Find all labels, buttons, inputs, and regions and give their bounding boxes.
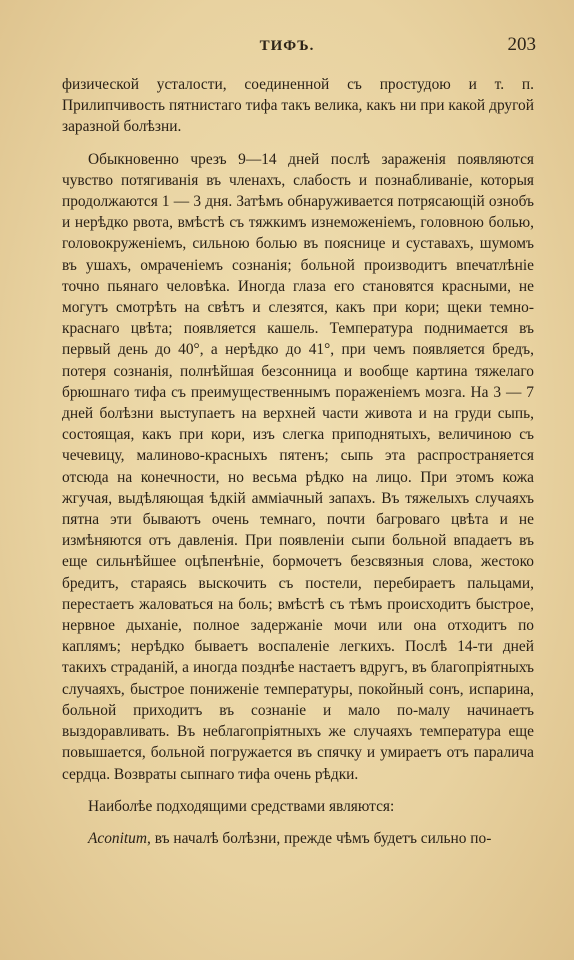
paragraph-continuation: физической усталости, соединенной съ простудою и т. п. Прилипчивость пятнистаго тифа такъ велика, какъ ни при какой другой заразной болѣзни. [62,76,534,136]
page-body [62,74,534,849]
running-title: ТИФЪ. [259,38,315,54]
paragraph-aconitum [62,828,534,849]
paragraph-remedies-intro: Наиболѣе подходящими средствами являются: [88,797,395,815]
remedy-text: , въ началѣ болѣзни, прежде чѣмъ будетъ сильно по- [147,829,492,847]
remedy-name: Aconitum [88,829,147,847]
paragraph-symptoms: Обыкновенно чрезъ 9—14 дней послѣ зараженія появляются чувство потягиванія въ членахъ, слабость и познабливаніе, которыя продолжаются 1 — 3 дня. Затѣмъ обнаруживается потрясающій ознобъ и нерѣдко рвота, вмѣстѣ съ тяжкимъ изнеможеніемъ, головною болью, головокруженіемъ, сильною болью въ пояснице и суставахъ, шумомъ въ ушахъ, омраченіемъ сознанія; больной производитъ впечатлѣніе точно пьянаго человѣка. Иногда глаза его становятся красными, не могутъ смотрѣть на свѣтъ и слезятся, какъ при кори; щеки темно-краснаго цвѣта; появляется кашель. Температура поднимается въ первый день до 40°, а нерѣдко до 41°, при чемъ появляется бредъ, потеря сознанія, полнѣйшая безсонница и вообще картина тяжелаго брюшнаго тифа съ преимущественнымъ пораженіемъ мозга. На 3 — 7 дней болѣзни выступаетъ на верхней части живота и на груди сыпь, состоящая, какъ при кори, изъ слегка приподнятыхъ, величиною съ чечевицу, малиново-красныхъ пятенъ; сыпь эта распространяется отсюда на конечности, но весьма рѣдко на лицо. При этомъ кожа жгучая, выдѣляющая ѣдкій амміачный запахъ. Въ тяжелыхъ случаяхъ пятна эти бываютъ очень темнаго, почти багроваго цвѣта и не измѣняются отъ давленія. При появленіи сыпи больной впадаетъ въ еще сильнѣйшее оцѣпенѣніе, бормочетъ безсвязныя слова, жестоко бредитъ, стараясь выскочить съ постели, перебираетъ пальцами, перестаетъ жаловаться на боль; вмѣстѣ съ тѣмъ происходитъ быстрое, нервное дыханіе, полное задержаніе мочи или она отходитъ по каплямъ; нерѣдко бываетъ воспаленіе легкихъ. Послѣ 14-ти дней такихъ страданій, а иногда позднѣе настаетъ вдругъ, въ благопріятныхъ случаяхъ, быстрое пониженіе температуры, покойный сонъ, испарина, больной приходитъ въ сознаніе и мало по-малу начинаетъ выздоравливать. Въ неблагопріятныхъ же случаяхъ температура еще повышается, больной погружается въ спячку и умираетъ отъ паралича сердца. Возвраты сыпнаго тифа очень рѣдки. [62,150,534,783]
page-number: 203 [507,34,536,55]
